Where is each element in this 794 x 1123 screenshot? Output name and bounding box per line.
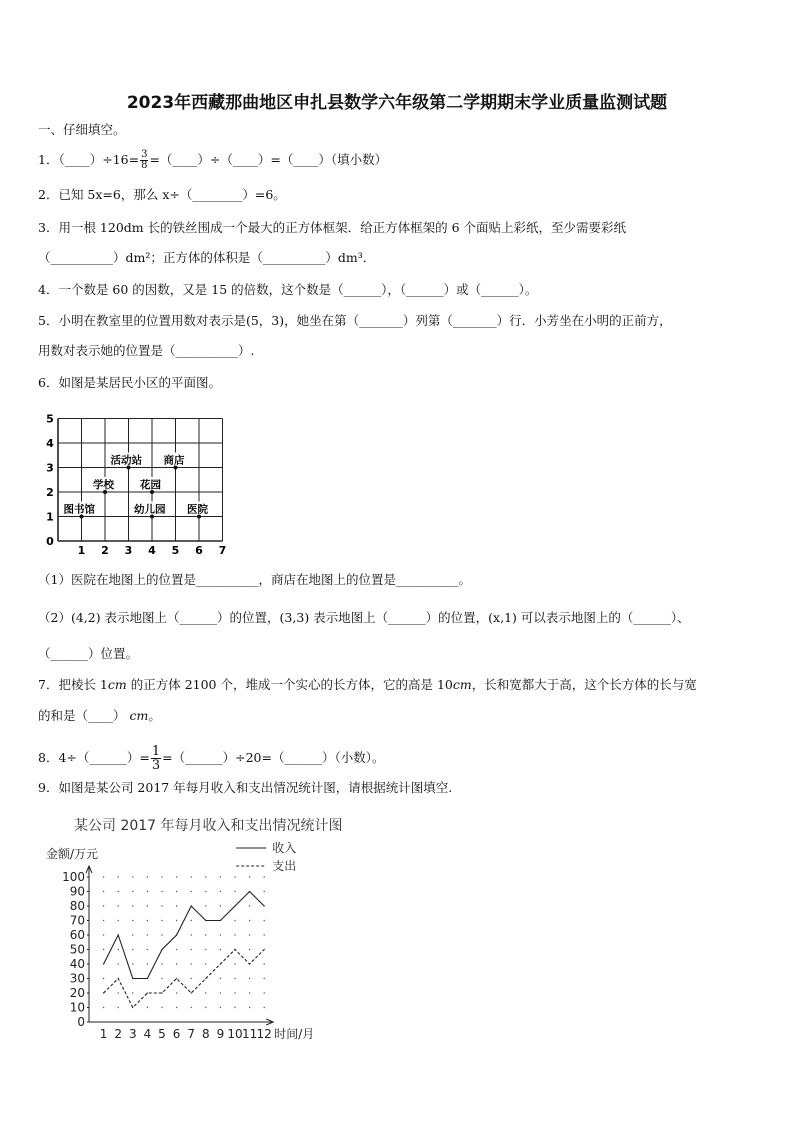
chart-grid-dot	[161, 1007, 162, 1008]
chart-grid-dot	[264, 978, 265, 979]
chart-grid-dot	[220, 1007, 221, 1008]
chart-grid-dot	[249, 1007, 250, 1008]
chart-grid-dot	[132, 891, 133, 892]
chart-y-tick: 10	[69, 1000, 85, 1015]
chart-grid-dot	[176, 1007, 177, 1008]
chart-grid-dot	[205, 876, 206, 877]
chart-y-tick: 0	[77, 1015, 85, 1029]
map-origin-label: 0	[46, 535, 54, 548]
chart-grid-dot	[234, 992, 235, 993]
map-x-label: 7	[218, 544, 227, 557]
chart-grid-dot	[161, 891, 162, 892]
q7-unit-1: cm	[107, 677, 127, 692]
question-7-line-1	[38, 677, 697, 693]
chart-grid-dot	[176, 963, 177, 964]
chart-grid-dot	[103, 920, 104, 921]
chart-grid-dot	[264, 920, 265, 921]
map-place-label: 活动站	[110, 454, 142, 467]
chart-grid-dot	[118, 905, 119, 906]
chart-grid-dot	[249, 978, 250, 979]
page-title: 2023年西藏那曲地区申扎县数学六年级第二学期期末学业质量监测试题	[126, 93, 668, 113]
chart-grid-dot	[264, 992, 265, 993]
chart-grid-dot	[191, 920, 192, 921]
chart-grid-dot	[118, 992, 119, 993]
community-map	[38, 408, 238, 562]
chart-xlabel: 时间/月	[274, 1027, 315, 1041]
question-1	[38, 150, 387, 171]
chart-grid-dot	[176, 905, 177, 906]
q7-part-b: 的正方体 2100 个，堆成一个实心的长方体，它的高是 10	[126, 677, 453, 692]
chart-grid-dot	[161, 963, 162, 964]
chart-x-tick: 1	[99, 1027, 108, 1041]
chart-legend-label: 收入	[272, 841, 297, 855]
chart-grid-dot	[205, 949, 206, 950]
q7-line2-a: 的和是（____）	[38, 708, 126, 723]
chart-x-tick: 11	[241, 1027, 258, 1041]
chart-grid-dot	[176, 876, 177, 877]
chart-y-tick: 20	[69, 986, 85, 1000]
chart-grid-dot	[118, 963, 119, 964]
chart-y-tick: 40	[69, 957, 85, 971]
chart-grid-dot	[220, 949, 221, 950]
q7-unit-3: cm	[129, 708, 149, 723]
chart-grid-dot	[161, 876, 162, 877]
chart-y-tick: 70	[69, 913, 85, 928]
chart-x-tick: 9	[216, 1027, 225, 1041]
chart-y-tick: 50	[69, 942, 85, 957]
chart-grid-dot	[118, 949, 119, 950]
chart-grid-dot	[191, 1007, 192, 1008]
map-place-label: 学校	[93, 479, 114, 491]
chart-grid-dot	[191, 876, 192, 877]
chart-grid-dot	[234, 1007, 235, 1008]
map-y-label: 1	[46, 510, 54, 524]
chart-grid-dot	[191, 891, 192, 892]
chart-grid-dot	[234, 963, 235, 964]
q8-numerator: 1	[151, 744, 161, 759]
question-6-sub-2a: （2）(4,2) 表示地图上（______）的位置，(3,3) 表示地图上（______）的位置，(x,1) 可以表示地图上的（______）、	[38, 610, 690, 625]
chart-grid-dot	[205, 905, 206, 906]
chart-grid-dot	[176, 978, 177, 979]
chart-grid-dot	[264, 876, 265, 877]
chart-x-tick: 6	[172, 1027, 181, 1041]
q7-line2-b: 。	[148, 708, 161, 723]
map-y-label: 3	[46, 461, 54, 475]
map-x-label: 4	[148, 544, 156, 557]
chart-grid-dot	[132, 949, 133, 950]
chart-grid-dot	[234, 920, 235, 921]
chart-x-tick: 4	[143, 1027, 152, 1041]
chart-grid-dot	[147, 934, 148, 935]
chart-grid-dot	[249, 876, 250, 877]
chart-series-line-收入	[104, 892, 265, 979]
chart-grid-dot	[205, 891, 206, 892]
q1-denominator: 8	[141, 160, 148, 171]
question-8	[38, 745, 384, 772]
chart-grid-dot	[147, 891, 148, 892]
chart-grid-dot	[191, 963, 192, 964]
chart-grid-dot	[220, 934, 221, 935]
chart-grid-dot	[132, 934, 133, 935]
chart-x-tick: 7	[187, 1027, 196, 1041]
question-6-intro: 6．如图是某居民小区的平面图。	[38, 375, 221, 390]
chart-grid-dot	[103, 891, 104, 892]
chart-grid-dot	[147, 949, 148, 950]
chart-grid-dot	[161, 978, 162, 979]
question-6-sub-1: （1）医院在地图上的位置是__________，商店在地图上的位置是__________。	[38, 572, 471, 587]
question-5-line-1: 5．小明在教室里的位置用数对表示是(5，3)，她坐在第（_______）列第（_______）行．小芳坐在小明的正前方，	[38, 313, 672, 328]
chart-grid-dot	[161, 934, 162, 935]
map-place-label: 商店	[163, 454, 185, 467]
chart-grid-dot	[205, 963, 206, 964]
chart-grid-dot	[220, 992, 221, 993]
q1-part-a: 1．（____）÷16=	[38, 152, 140, 167]
chart-grid-dot	[147, 963, 148, 964]
chart-grid-dot	[234, 876, 235, 877]
chart-x-tick: 3	[128, 1027, 137, 1041]
section-heading: 一、仔细填空。	[38, 122, 126, 137]
chart-grid-dot	[147, 920, 148, 921]
chart-grid-dot	[205, 934, 206, 935]
chart-series-line-支出	[104, 950, 265, 1008]
chart-grid-dot	[220, 876, 221, 877]
chart-grid-dot	[103, 978, 104, 979]
chart-grid-dot	[234, 934, 235, 935]
question-3-line-2: （__________）dm²；正方体的体积是（__________）dm³．	[38, 250, 376, 265]
q7-part-a: 7．把棱长 1	[38, 677, 108, 692]
chart-grid-dot	[132, 963, 133, 964]
map-x-label: 6	[195, 544, 203, 557]
chart-grid-dot	[264, 1007, 265, 1008]
chart-grid-dot	[220, 978, 221, 979]
chart-grid-dot	[103, 876, 104, 877]
map-svg	[38, 408, 238, 558]
chart-grid-dot	[264, 963, 265, 964]
map-place-label: 医院	[187, 503, 208, 516]
chart-x-tick: 12	[256, 1027, 272, 1041]
q8-fraction	[151, 745, 161, 772]
q7-unit-2: cm	[452, 677, 472, 692]
q1-numerator: 3	[141, 149, 148, 160]
chart-grid-dot	[147, 1007, 148, 1008]
chart-y-tick: 60	[69, 928, 85, 942]
chart-grid-dot	[249, 905, 250, 906]
chart-grid-dot	[118, 876, 119, 877]
chart-x-tick: 8	[201, 1027, 210, 1041]
chart-y-tick: 80	[69, 899, 85, 913]
chart-grid-dot	[118, 920, 119, 921]
chart-grid-dot	[176, 891, 177, 892]
line-chart	[38, 810, 378, 1054]
q8-denominator: 3	[151, 758, 161, 773]
map-x-label: 5	[171, 544, 180, 557]
chart-grid-dot	[249, 934, 250, 935]
q7-part-c: ，长和宽都大于高，这个长方体的长与宽	[471, 677, 697, 692]
map-place-label: 图书馆	[63, 503, 95, 516]
question-9: 9．如图是某公司 2017 年每月收入和支出情况统计图，请根据统计图填空.	[38, 780, 453, 795]
q8-part-a: 8．4÷（______）=	[38, 750, 150, 765]
chart-grid-dot	[220, 905, 221, 906]
question-6-sub-2b: （______）位置。	[38, 646, 139, 661]
map-x-label: 2	[101, 544, 109, 557]
chart-grid-dot	[132, 992, 133, 993]
chart-grid-dot	[103, 949, 104, 950]
chart-grid-dot	[103, 1007, 104, 1008]
chart-grid-dot	[118, 1007, 119, 1008]
chart-grid-dot	[191, 978, 192, 979]
chart-ylabel: 金额/万元	[46, 847, 99, 861]
chart-grid-dot	[249, 992, 250, 993]
question-7-line-2	[38, 708, 161, 724]
chart-x-tick: 10	[227, 1027, 243, 1041]
chart-y-tick: 90	[69, 884, 85, 899]
chart-grid-dot	[220, 891, 221, 892]
map-place-label: 花园	[140, 479, 161, 491]
chart-grid-dot	[191, 934, 192, 935]
q8-part-b: =（______）÷20=（______）（小数）。	[162, 750, 385, 765]
q1-part-b: =（____）÷（____）=（____）（填小数）	[149, 152, 388, 167]
chart-grid-dot	[234, 891, 235, 892]
map-x-label: 3	[124, 544, 133, 557]
chart-grid-dot	[103, 905, 104, 906]
chart-grid-dot	[176, 949, 177, 950]
chart-grid-dot	[132, 876, 133, 877]
chart-grid-dot	[191, 949, 192, 950]
chart-grid-dot	[147, 876, 148, 877]
chart-grid-dot	[161, 905, 162, 906]
chart-grid-dot	[205, 992, 206, 993]
chart-grid-dot	[176, 992, 177, 993]
chart-title: 某公司 2017 年每月收入和支出情况统计图	[74, 818, 343, 834]
map-y-label: 4	[46, 437, 54, 450]
chart-y-tick: 30	[69, 971, 85, 986]
map-y-label: 2	[46, 486, 54, 499]
question-2: 2．已知 5x=6，那么 x÷（________）=6。	[38, 187, 286, 202]
chart-grid-dot	[161, 920, 162, 921]
chart-grid-dot	[249, 949, 250, 950]
q1-fraction	[140, 150, 148, 171]
question-5-line-2: 用数对表示她的位置是（__________）.	[38, 343, 255, 358]
chart-grid-dot	[234, 978, 235, 979]
chart-grid-dot	[264, 891, 265, 892]
chart-grid-dot	[103, 934, 104, 935]
chart-grid-dot	[147, 905, 148, 906]
chart-svg	[38, 810, 378, 1050]
chart-grid-dot	[118, 891, 119, 892]
question-3-line-1: 3．用一根 120dm 长的铁丝围成一个最大的正方体框架．给正方体框架的 6 个面贴上彩纸，至少需要彩纸	[38, 220, 627, 235]
map-x-label: 1	[77, 544, 86, 557]
chart-legend-label: 支出	[272, 859, 297, 873]
chart-y-tick: 100	[62, 870, 85, 884]
chart-grid-dot	[264, 934, 265, 935]
chart-grid-dot	[132, 905, 133, 906]
chart-x-tick: 2	[114, 1027, 123, 1041]
chart-x-tick: 5	[158, 1027, 166, 1041]
chart-grid-dot	[205, 1007, 206, 1008]
map-place-label: 幼儿园	[134, 503, 166, 516]
map-y-label: 5	[46, 412, 54, 426]
chart-grid-dot	[176, 920, 177, 921]
chart-grid-dot	[132, 920, 133, 921]
question-4: 4．一个数是 60 的因数，又是 15 的倍数，这个数是（______），（______）或（______）。	[38, 282, 538, 297]
chart-grid-dot	[249, 920, 250, 921]
